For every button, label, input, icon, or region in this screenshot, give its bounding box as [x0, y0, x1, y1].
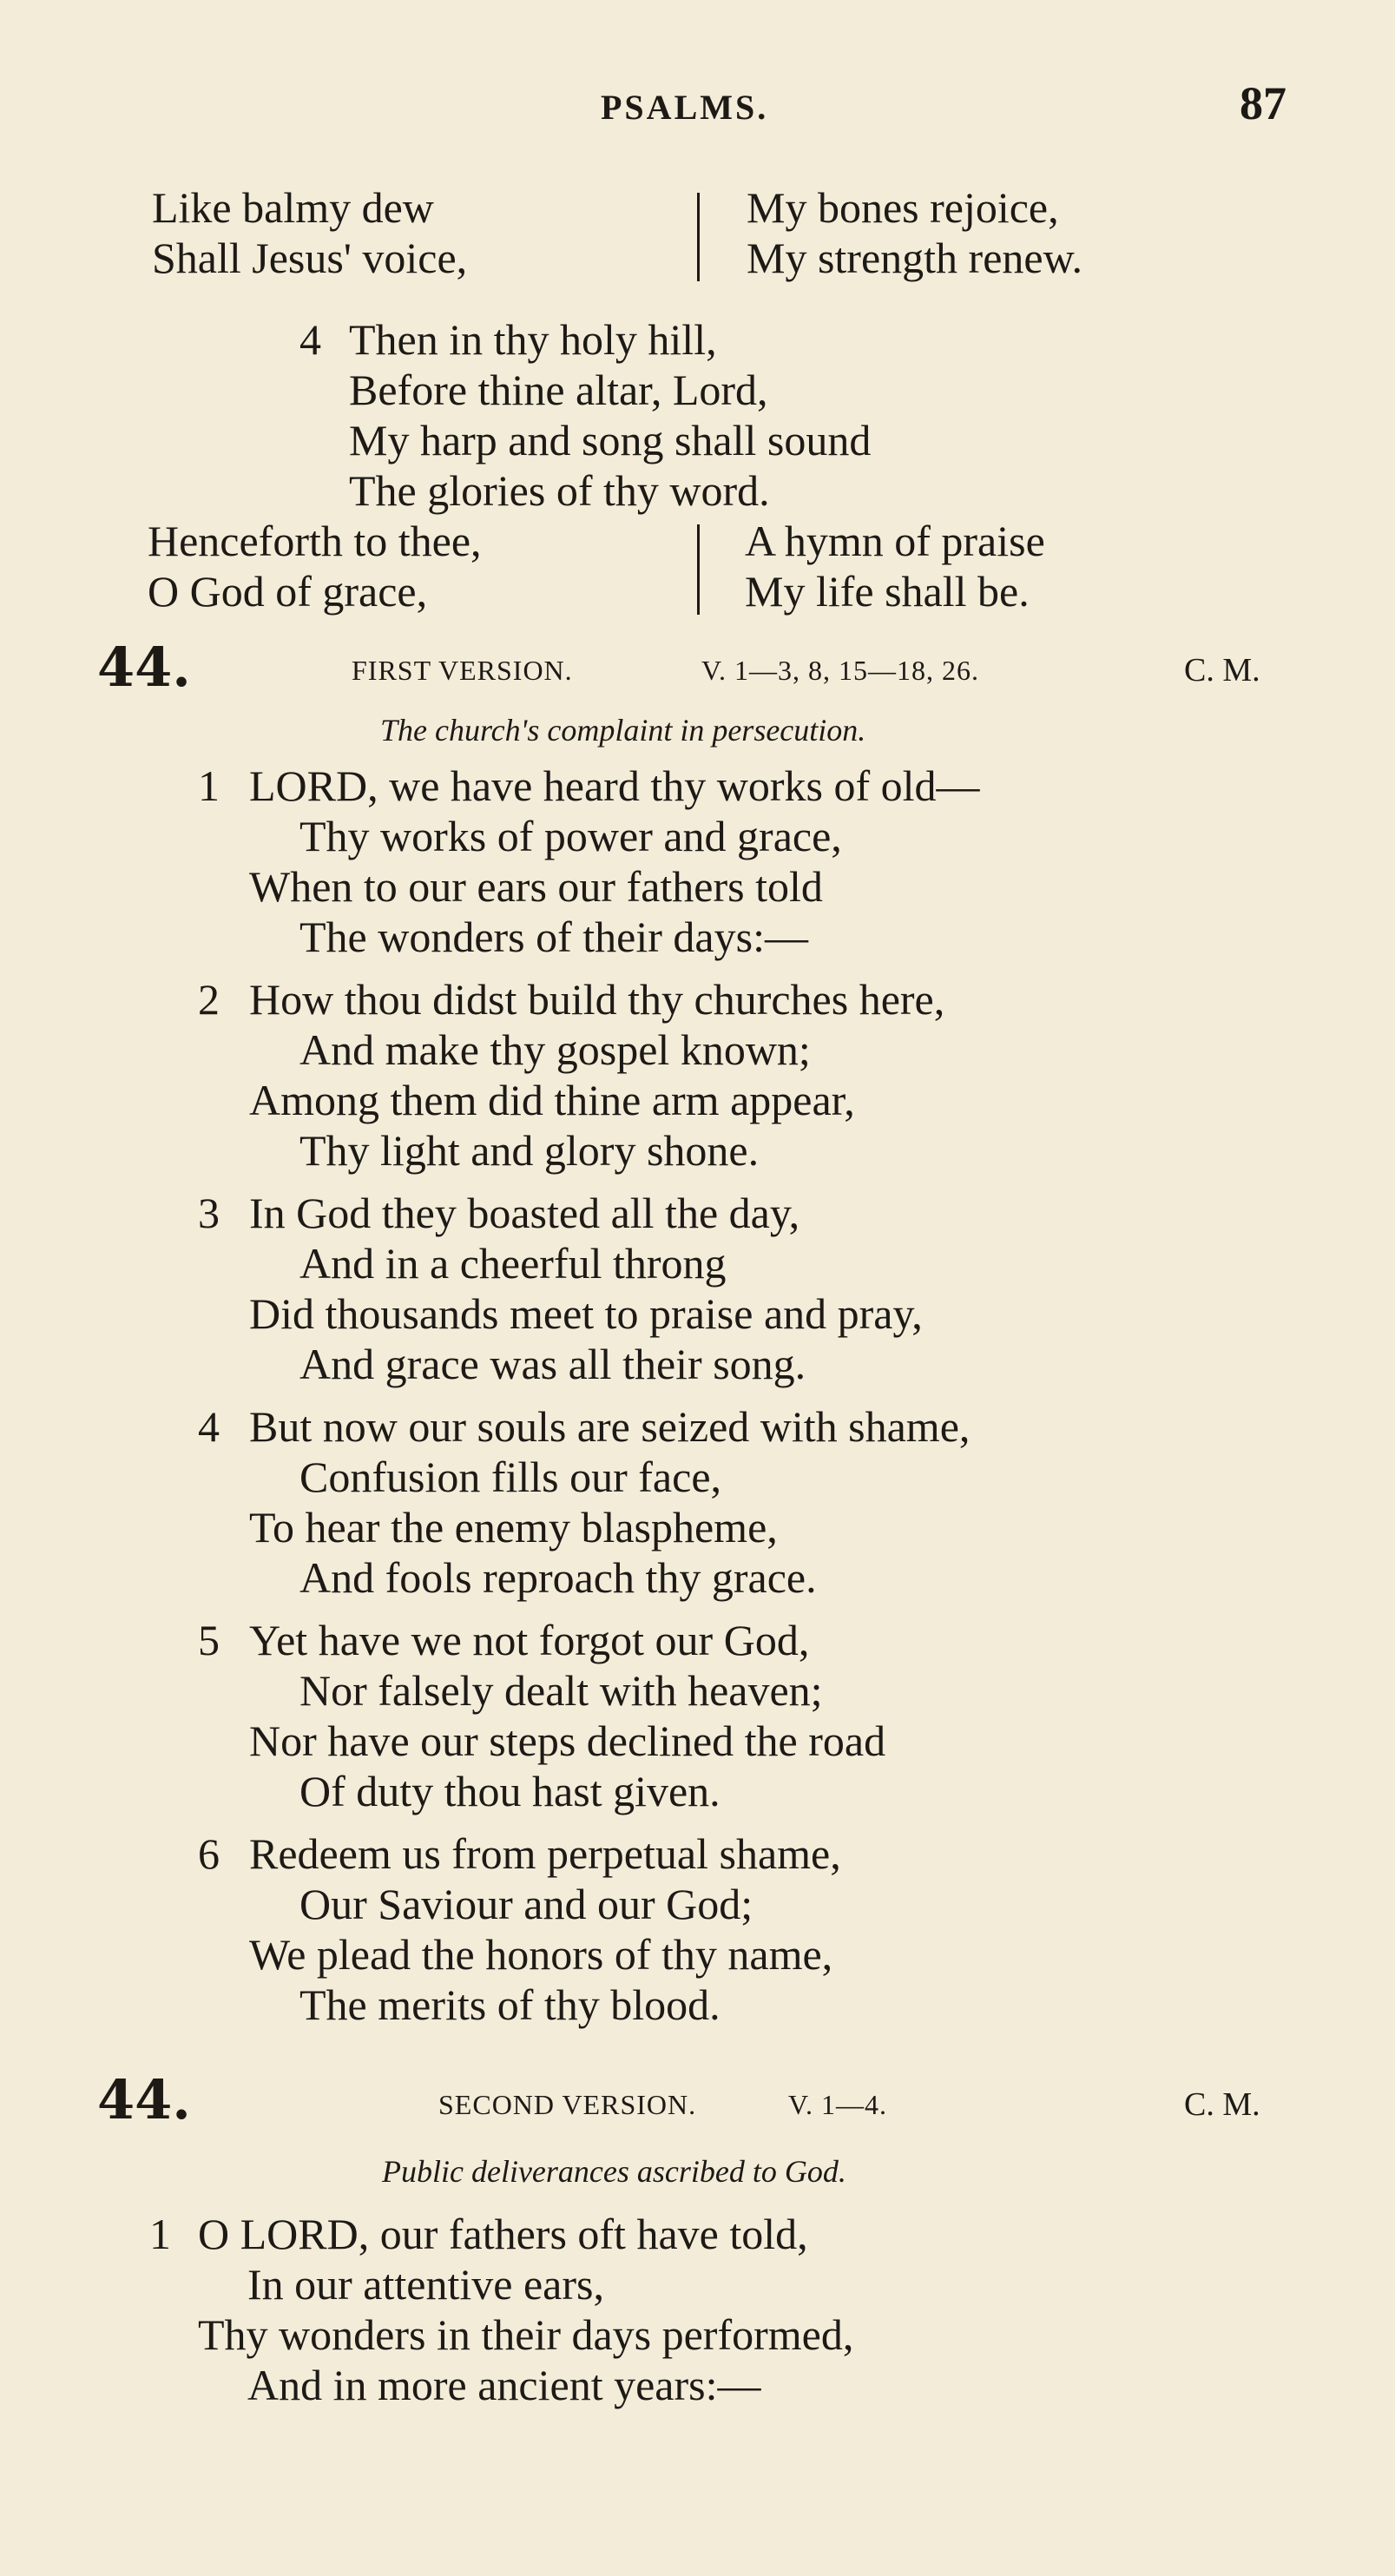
stanza-number: 4	[299, 315, 321, 364]
version-label: FIRST VERSION.	[352, 655, 573, 686]
verse-line: Yet have we not forgot our God,	[249, 1616, 810, 1664]
running-title: PSALMS.	[601, 88, 769, 127]
verse-line: Then in thy holy hill,	[349, 315, 717, 364]
verse-line: How thou didst build thy churches here,	[249, 975, 945, 1024]
stanza-number: 1	[149, 2210, 171, 2258]
split-left-line: O God of grace,	[148, 567, 428, 616]
version-label: SECOND VERSION.	[438, 2089, 697, 2120]
page-number: 87	[1240, 77, 1286, 129]
split-left-line: Shall Jesus' voice,	[152, 234, 468, 282]
verse-line: Among them did thine arm appear,	[249, 1076, 855, 1124]
split-right-line: My bones rejoice,	[747, 183, 1059, 232]
verse-line: We plead the honors of thy name,	[249, 1930, 833, 1979]
stanza-number: 2	[198, 975, 220, 1024]
stanza-number: 4	[198, 1402, 220, 1451]
verse-line: In our attentive ears,	[247, 2260, 604, 2309]
meter-label: C. M.	[1184, 2086, 1260, 2123]
verse-line: Confusion fills our face,	[299, 1453, 722, 1501]
verse-line: And in more ancient years:—	[247, 2361, 761, 2409]
verse-line: In God they boasted all the day,	[249, 1189, 800, 1237]
verse-line: Before thine altar, Lord,	[349, 366, 768, 414]
verse-line: Nor have our steps declined the road	[249, 1716, 886, 1765]
meter-label: C. M.	[1184, 652, 1260, 688]
verse-line: The wonders of their days:—	[299, 912, 808, 961]
column-divider	[697, 193, 700, 281]
stanza-number: 1	[198, 761, 220, 810]
verse-line: Thy works of power and grace,	[299, 812, 842, 860]
hymn-subtitle: The church's complaint in persecution.	[380, 713, 866, 748]
verse-line: Of duty thou hast given.	[299, 1767, 721, 1815]
verse-line: Thy wonders in their days performed,	[198, 2310, 854, 2359]
verse-line: Nor falsely dealt with heaven;	[299, 1666, 823, 1715]
verse-line: And make thy gospel known;	[299, 1025, 811, 1074]
verse-line: And in a cheerful throng	[299, 1239, 727, 1288]
split-right-line: My strength renew.	[747, 234, 1082, 282]
split-left-line: Like balmy dew	[152, 183, 434, 232]
stanza-number: 6	[198, 1829, 220, 1878]
verse-range: V. 1—3, 8, 15—18, 26.	[701, 655, 979, 686]
split-left-line: Henceforth to thee,	[148, 517, 482, 565]
column-divider	[697, 524, 700, 615]
verse-line: When to our ears our fathers told	[249, 862, 823, 911]
verse-line: The merits of thy blood.	[299, 1980, 721, 2029]
verse-line: Our Saviour and our God;	[299, 1880, 753, 1928]
verse-line: O LORD, our fathers oft have told,	[198, 2210, 808, 2258]
hymn-subtitle: Public deliverances ascribed to God.	[382, 2154, 846, 2189]
psalm-number: 44.	[97, 2068, 191, 2131]
split-right-line: A hymn of praise	[745, 517, 1045, 565]
verse-line: But now our souls are seized with shame,	[249, 1402, 971, 1451]
verse-line: Redeem us from perpetual shame,	[249, 1829, 841, 1878]
verse-line: My harp and song shall sound	[349, 416, 872, 464]
verse-line: And grace was all their song.	[299, 1340, 806, 1388]
verse-line: LORD, we have heard thy works of old—	[249, 761, 980, 810]
verse-line: Did thousands meet to praise and pray,	[249, 1289, 923, 1338]
stanza-number: 5	[198, 1616, 220, 1664]
verse-line: Thy light and glory shone.	[299, 1126, 760, 1175]
split-right-line: My life shall be.	[745, 567, 1030, 616]
verse-range: V. 1—4.	[788, 2089, 887, 2120]
verse-line: And fools reproach thy grace.	[299, 1553, 817, 1602]
psalm-number: 44.	[97, 636, 191, 699]
stanza-number: 3	[198, 1189, 220, 1237]
verse-line: To hear the enemy blaspheme,	[249, 1503, 778, 1552]
verse-line: The glories of thy word.	[349, 466, 770, 515]
